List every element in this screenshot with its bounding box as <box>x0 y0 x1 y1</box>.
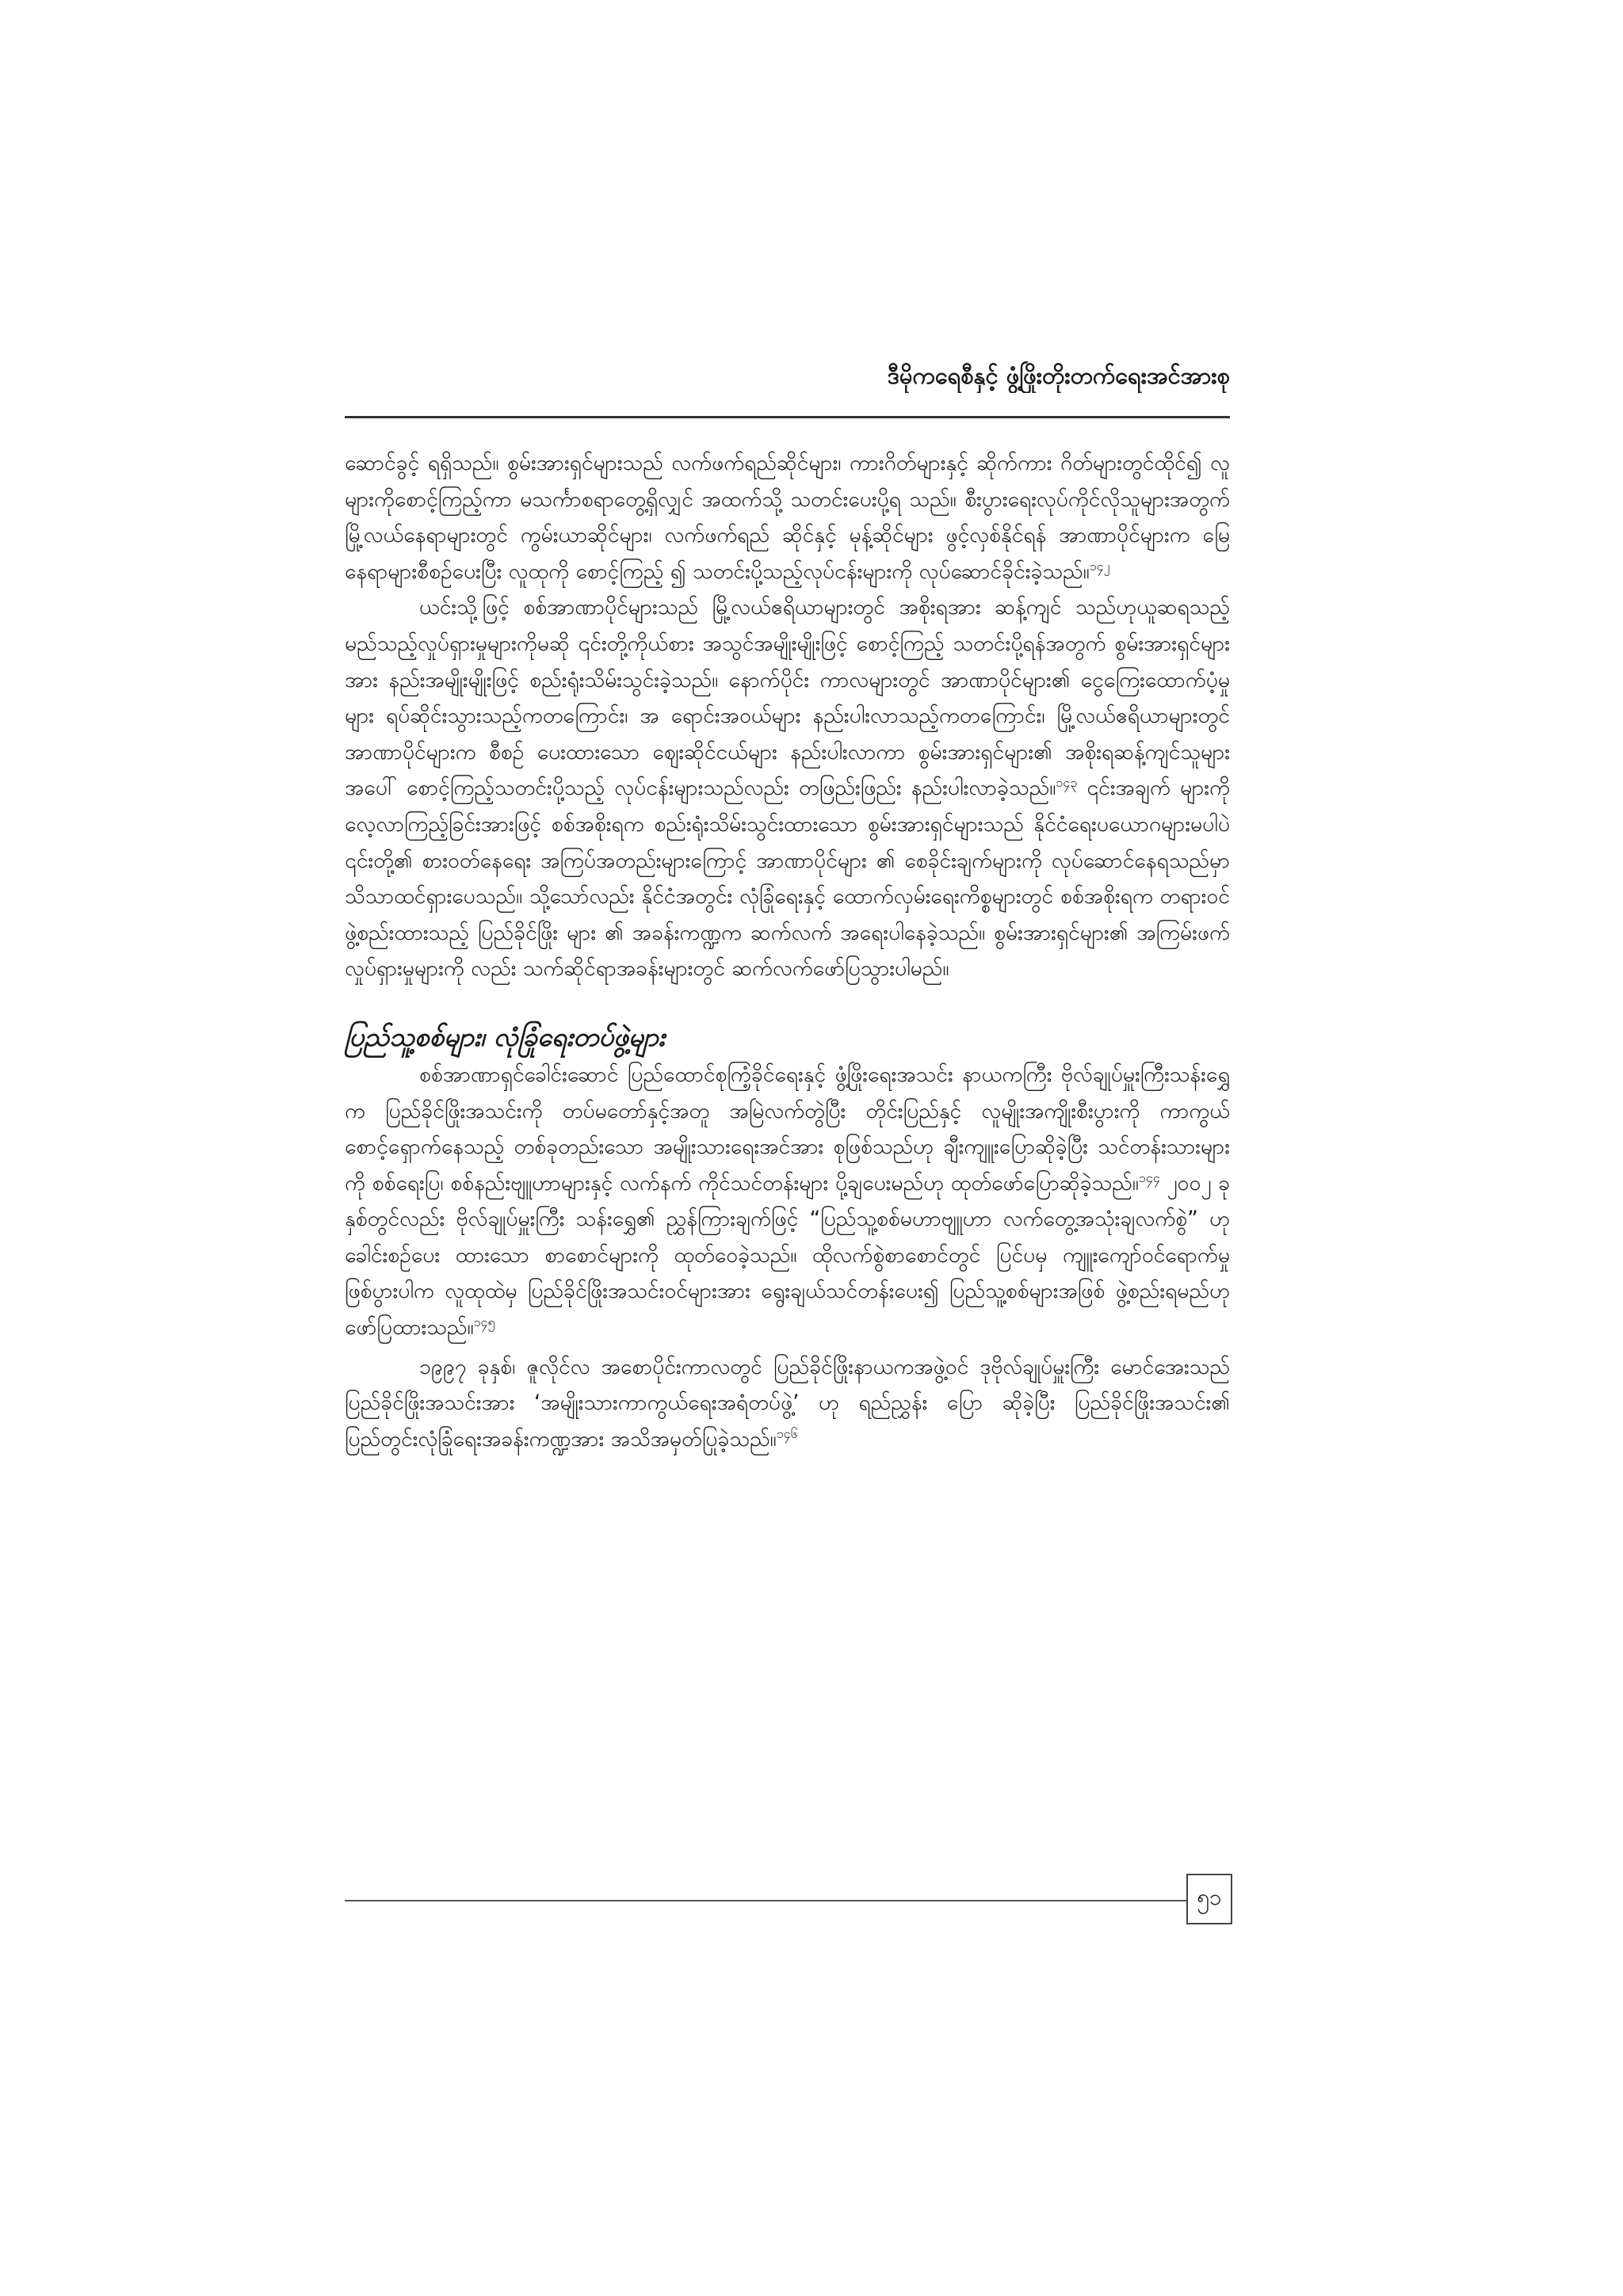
body-text <box>345 445 1230 1457</box>
footnote-marker[interactable]: ၁၄၄ <box>1138 1169 1160 1185</box>
footnote-marker[interactable]: ၁၄၂ <box>1089 558 1110 574</box>
paragraph-text: ၎င်းအချက် များကို လေ့လာကြည့်ခြင်းအားဖြင့် စစ်အစိုးရက စည်းရုံးသိမ်းသွင်းထားသော စွမ်းအားရှင်များသည် နိုင်ငံရေးပယောဂများမပါပဲ ၎င်းတို့၏ စားဝတ်နေရေး အကြပ်အတည်းများကြောင့် အာဏာပိုင်များ ၏ စေခိုင်းချက်များကို လုပ်ဆောင်နေရသည်မှာ သိသာထင်ရှားပေသည်။ သို့သော်လည်း နိုင်ငံအတွင်း လုံခြုံရေးနှင့် ထောက်လှမ်းရေးကိစ္စများတွင် စစ်အစိုးရက တရားဝင်ဖွဲ့စည်းထားသည့် ပြည်ခိုင်ဖြိုး များ ၏ အခန်းကဏ္ဍက ဆက်လက် အရေးပါနေခဲ့သည်။ စွမ်းအားရှင်များ၏ အကြမ်းဖက်လှုပ်ရှားမှုများကို လည်း သက်ဆိုင်ရာအခန်းများတွင် ဆက်လက်ဖော်ပြသွားပါမည်။ <box>345 776 1230 982</box>
section-heading: ပြည်သူ့စစ်များ၊ လုံခြုံရေးတပ်ဖွဲ့များ <box>345 1020 666 1052</box>
page-number <box>1186 1874 1232 1924</box>
paragraph-text: စစ်အာဏာရှင်ခေါင်းဆောင် ပြည်ထောင်စုကြံ့ခိုင်ရေးနှင့် ဖွံ့ဖြိုးရေးအသင်း နာယကကြီး ဗိုလ်ချုပ်မှူးကြီးသန်းရွှေက ပြည်ခိုင်ဖြိုးအသင်းကို တပ်မတော်နှင့်အတူ အမြဲလက်တွဲပြီး တိုင်းပြည်နှင့် လူမျိုးအကျိုးစီးပွားကို ကာကွယ်စောင့်ရှောက်နေသည့် တစ်ခုတည်းသော အမျိုးသားရေးအင်အား စုဖြစ်သည်ဟု ချီးကျူးပြောဆိုခဲ့ပြီး သင်တန်းသားများကို စစ်ရေးပြ၊ စစ်နည်းဗျူဟာများနှင့် လက်နက် ကိုင်သင်တန်းများ ပို့ချပေးမည်ဟု ထုတ်ဖော်ပြောဆိုခဲ့သည်။ <box>345 1062 1230 1196</box>
page-number-text: ၅၁ <box>1197 1884 1222 1910</box>
paragraph-text: ၂၀၀၂ ခုနှစ်တွင်လည်း ဗိုလ်ချုပ်မှူးကြီး သန်းရွှေ၏ ညွှန်ကြားချက်ဖြင့် “ပြည်သူ့စစ်မဟာဗျူဟာ လက်တွေ့အသုံးချလက်စွဲ” ဟု ခေါင်းစဉ်ပေး ထားသော စာစောင်များကို ထုတ်ဝေခဲ့သည်။ ထိုလက်စွဲစာစောင်တွင် ပြင်ပမှ ကျူးကျော်ဝင်ရောက်မှု ဖြစ်ပွားပါက လူထုထဲမှ ပြည်ခိုင်ဖြိုးအသင်းဝင်များအား ရွေးချယ်သင်တန်းပေး၍ ပြည်သူ့စစ်များအဖြစ် ဖွဲ့စည်းရမည်ဟု ဖော်ပြထားသည်။ <box>345 1170 1231 1341</box>
paragraph-text: ဆောင်ခွင့် ရရှိသည်။ စွမ်းအားရှင်များသည် လက်ဖက်ရည်ဆိုင်များ၊ ကားဂိတ်များနှင့် ဆိုက်ကား ဂိတ်များတွင်ထိုင်၍ လူများကိုစောင့်ကြည့်ကာ မသင်္ကာစရာတွေ့ရှိလျှင် အထက်သို့ သတင်းပေးပို့ရ သည်။ စီးပွားရေးလုပ်ကိုင်လိုသူများအတွက် မြို့လယ်နေရာများတွင် ကွမ်းယာဆိုင်များ၊ လက်ဖက်ရည် ဆိုင်နှင့် မုန့်ဆိုင်များ ဖွင့်လှစ်နိုင်ရန် အာဏာပိုင်များက မြေနေရာများစီစဉ်ပေးပြီး လူထုကို စောင့်ကြည့် ၍ သတင်းပို့သည့်လုပ်ငန်းများကို လုပ်ဆောင်ခိုင်းခဲ့သည်။ <box>345 451 1230 584</box>
footnote-marker[interactable]: ၁၄၅ <box>473 1314 495 1330</box>
paragraph-text: ၁၉၉၇ ခုနှစ်၊ ဇူလိုင်လ အစောပိုင်းကာလတွင် ပြည်ခိုင်ဖြိုးနာယကအဖွဲ့ဝင် ဒုဗိုလ်ချုပ်မှူးကြီး မောင်အေးသည် ပြည်ခိုင်ဖြိုးအသင်းအား ‘အမျိုးသားကာကွယ်ရေးအရံတပ်ဖွဲ့’ ဟု ရည်ညွှန်း ပြော ဆိုခဲ့ပြီး ပြည်ခိုင်ဖြိုးအသင်း၏ ပြည်တွင်းလုံခြုံရေးအခန်းကဏ္ဍအား အသိအမှတ်ပြုခဲ့သည်။ <box>345 1354 1230 1451</box>
running-header: ဒီမိုကရေစီနှင့် ဖွံ့ဖြိုးတိုးတက်ရေးအင်အားစု <box>887 362 1230 389</box>
footnote-marker[interactable]: ၁၄၃ <box>1056 775 1078 791</box>
paragraph-text: ယင်းသို့ဖြင့် စစ်အာဏာပိုင်များသည် မြို့လယ်ဧရိယာများတွင် အစိုးရအား ဆန့်ကျင် သည်ဟုယူဆရသည့် မည်သည့်လှုပ်ရှားမှုများကိုမဆို ၎င်းတို့ကိုယ်စား အသွင်အမျိုးမျိုးဖြင့် စောင့်ကြည့် သတင်းပို့ရန်အတွက် စွမ်းအားရှင်များအား နည်းအမျိုးမျိုးဖြင့် စည်းရုံးသိမ်းသွင်းခဲ့သည်။ နောက်ပိုင်း ကာလများတွင် အာဏာပိုင်များ၏ ငွေကြေးထောက်ပံ့မှုများ ရပ်ဆိုင်းသွားသည့်ကတကြောင်း၊ အ ရောင်းအဝယ်များ နည်းပါးလာသည့်ကတကြောင်း၊ မြို့လယ်ဧရိယာများတွင် အာဏာပိုင်များက စီစဉ် ပေးထားသော ဈေးဆိုင်ငယ်များ နည်းပါးလာကာ စွမ်းအားရှင်များ၏ အစိုးရဆန့်ကျင်သူများအပေါ် စောင့်ကြည့်သတင်းပို့သည့် လုပ်ငန်းများသည်လည်း တဖြည်းဖြည်း နည်းပါးလာခဲ့သည်။ <box>345 595 1230 801</box>
header-rule <box>345 416 1230 418</box>
footer-rule <box>345 1900 1186 1901</box>
paragraph <box>345 1057 1230 1346</box>
paragraph <box>345 445 1230 589</box>
footnote-marker[interactable]: ၁၄၆ <box>776 1426 798 1442</box>
paragraph <box>345 1349 1230 1458</box>
paragraph <box>345 589 1230 987</box>
